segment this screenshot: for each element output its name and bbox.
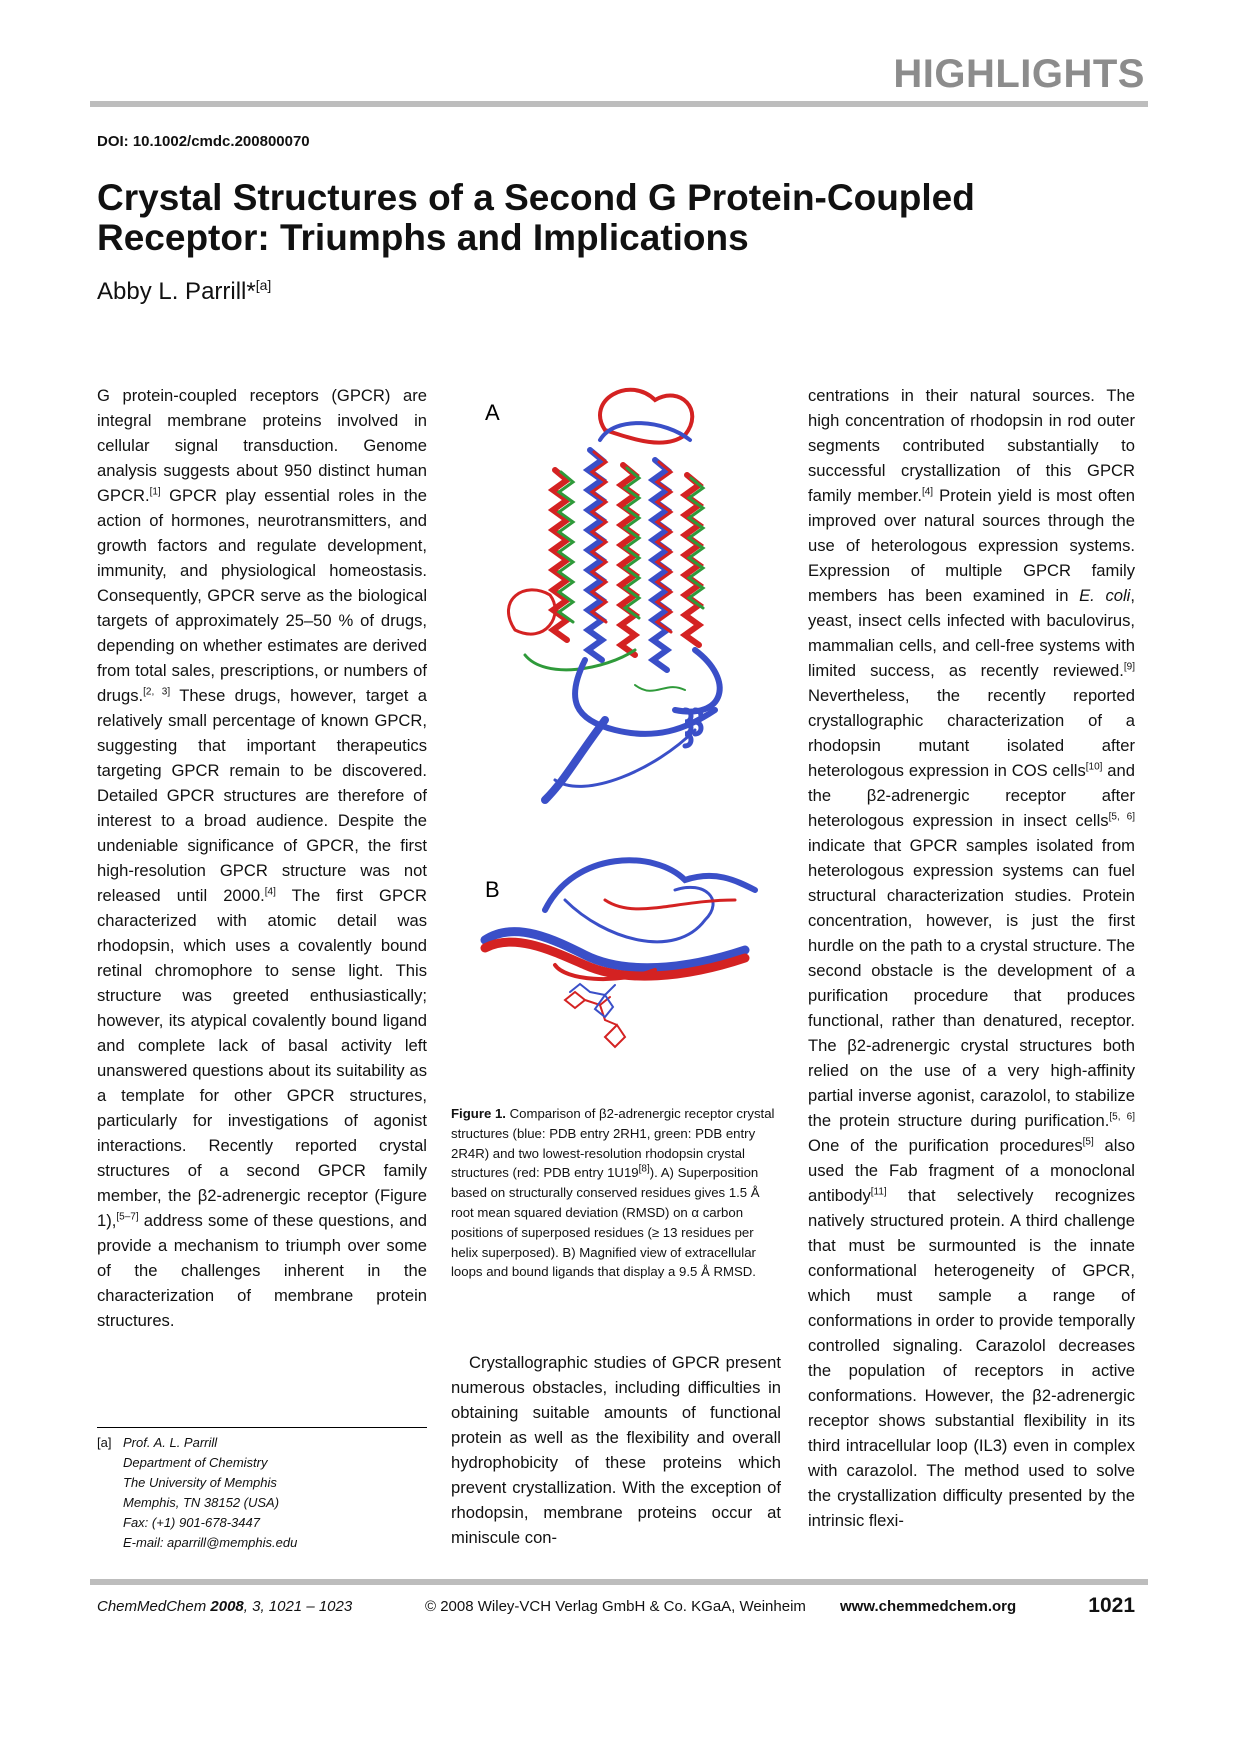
page-number: 1021 xyxy=(1088,1594,1135,1617)
text: centrations in their natural sources. The high concentration of rhodopsin in rod outer segments contributed substantially to successful crystallization of this GPCR family member. xyxy=(808,386,1135,505)
author xyxy=(97,278,271,306)
title-line-2: Receptor: Triumphs and Implications xyxy=(97,217,749,258)
citation[interactable]: [9] xyxy=(1123,661,1135,673)
citation[interactable]: [5, 6] xyxy=(1108,811,1135,823)
citation[interactable]: [5, 6] xyxy=(1109,1111,1135,1123)
journal-url[interactable]: www.chemmedchem.org xyxy=(840,1598,1017,1615)
panel-label-a: A xyxy=(485,400,500,425)
citation[interactable]: [5–7] xyxy=(116,1211,139,1223)
panel-a-helices xyxy=(508,390,719,800)
citation[interactable]: [4] xyxy=(921,486,934,498)
citation[interactable]: [2, 3] xyxy=(143,686,171,698)
journal-citation xyxy=(97,1598,352,1615)
text: , yeast, insect cells infected with baculovirus, mammalian cells, and cell-free systems with limited success, as recently reviewed. xyxy=(808,586,1135,680)
figure-1-caption xyxy=(451,1104,781,1282)
text: One of the purification procedures xyxy=(808,1136,1083,1155)
title-line-1: Crystal Structures of a Second G Protein-Coupled xyxy=(97,177,975,218)
footnote-line: Fax: (+1) 901-678-3447 xyxy=(123,1515,260,1530)
text: also used the Fab fragment of a monoclonal antibody xyxy=(808,1136,1135,1205)
text: ). A) Superposition based on structurally conserved residues gives 1.5 Å root mean squared deviation (RMSD) on α carbon positions of superposed residues (≥ 13 residues per helix superposed). B) Magnified view of extracellular loops and bound ligands that display a 9.5 Å RMSD. xyxy=(451,1165,760,1280)
footnote-tag: [a] xyxy=(97,1435,112,1450)
section-label: HIGHLIGHTS xyxy=(893,52,1145,96)
figure-label: Figure 1. xyxy=(451,1106,506,1121)
body-column-2 xyxy=(451,1350,781,1550)
footnote-rule xyxy=(97,1427,427,1428)
journal-name: ChemMedChem xyxy=(97,1598,207,1615)
citation[interactable]: [1] xyxy=(149,486,161,498)
text: Comparison of β2-adrenergic receptor crystal structures (blue: PDB entry 2RH1, green: PDB entry 2R4R) and two lowest-resolution rhodopsin crystal structures (red: PDB entry 1U19 xyxy=(451,1106,775,1181)
citation[interactable]: [8] xyxy=(638,1164,650,1175)
citation[interactable]: [11] xyxy=(870,1186,887,1198)
footnote-line: Memphis, TN 38152 (USA) xyxy=(123,1495,280,1510)
text: E. coli xyxy=(1079,586,1131,605)
text: These drugs, however, target a relatively small percentage of known GPCR, suggesting that important therapeutics targeting GPCR remain to be discovered. Detailed GPCR structures are therefore of interest to a broad audience. Despite the undeniable significance of GPCR, the first high-resolution GPCR structure was not released until 2000. xyxy=(97,686,427,905)
text: that selectively recognizes natively structured protein. A third challenge that must be surmounted is the innate conformational heterogeneity of GPCR, which must sample a range of conformations in order to provide temporally controlled signaling. Carazolol decreases the population of receptors in active conformations. However, the β2-adrenergic receptor shows substantial flexibility in its third intracellular loop (IL3) even in complex with carazolol. The method used to solve the crystallization difficulty presented by the intrinsic flexi- xyxy=(808,1186,1135,1530)
text: address some of these questions, and provide a mechanism to triumph over some of the challenges inherent in the characterization of membrane protein structures. xyxy=(97,1211,427,1330)
footnote-line: The University of Memphis xyxy=(123,1475,277,1490)
author-name: Abby L. Parrill* xyxy=(97,278,256,305)
figure-1 xyxy=(455,380,785,1110)
paragraph: Crystallographic studies of GPCR present numerous obstacles, including difficulties in obtaining suitable amounts of functional protein as well as the flexibility and overall hydrophobicity of these proteins which prevent crystallization. With the exception of rhodopsin, membrane proteins occur at miniscule con- xyxy=(451,1353,781,1547)
footer-rule xyxy=(90,1579,1148,1585)
body-column-3 xyxy=(808,383,1135,1533)
journal-volume-pages: , 3, 1021 – 1023 xyxy=(243,1598,353,1615)
copyright: © 2008 Wiley-VCH Verlag GmbH & Co. KGaA, Weinheim xyxy=(425,1598,806,1615)
author-affiliation-mark: [a] xyxy=(255,277,272,293)
protein-structure-image xyxy=(455,380,785,1110)
panel-label-b: B xyxy=(485,877,500,902)
text: Protein yield is most often improved over natural sources through the use of heterologous expression systems. Expression of multiple GPCR family members has been examined in xyxy=(808,486,1136,605)
doi[interactable]: DOI: 10.1002/cmdc.200800070 xyxy=(97,133,310,150)
article-title xyxy=(97,178,1097,258)
text: Nevertheless, the recently reported crystallographic characterization of a rhodopsin mutant isolated after heterologous expression in COS cells xyxy=(808,686,1135,780)
footnote-email[interactable]: E-mail: aparrill@memphis.edu xyxy=(123,1535,298,1550)
citation[interactable]: [10] xyxy=(1085,761,1103,773)
text: indicate that GPCR samples isolated from heterologous expression systems can fuel structural characterization studies. Protein concentration, however, is just the first hurdle on the path to a crystal structure. The second obstacle is the development of a purification procedure that produces functional, rather than denatured, receptor. The β2-adrenergic crystal structures both relied on the use of a very high-affinity partial inverse agonist, carazolol, to stabilize the protein structure during purification. xyxy=(808,836,1135,1130)
panel-b-loops xyxy=(485,860,755,1047)
affiliation-footnote xyxy=(97,1433,427,1553)
text: The first GPCR characterized with atomic detail was rhodopsin, which uses a covalently bound retinal chromophore to sense light. This structure was greeted enthusiastically; however, its atypical covalently bound ligand and complete lack of basal activity left unanswered questions about its suitability as a template for other GPCR structures, particularly for investigations of agonist interactions. Recently reported crystal structures of a second GPCR family member, the β2-adrenergic receptor (Figure 1), xyxy=(97,886,427,1230)
text: G protein-coupled receptors (GPCR) are integral membrane proteins involved in cellular signal transduction. Genome analysis suggests about 950 distinct human GPCR. xyxy=(97,386,427,505)
citation[interactable]: [4] xyxy=(264,886,276,898)
text: and the β2-adrenergic receptor after heterologous expression in insect cells xyxy=(808,761,1135,830)
text: GPCR play essential roles in the action of hormones, neurotransmitters, and growth factors and regulate development, immunity, and physiological homeostasis. Consequently, GPCR serve as the biological targets of approximately 25–50 % of drugs, depending on whether estimates are derived from total sales, prescriptions, or numbers of drugs. xyxy=(97,486,427,705)
header-rule xyxy=(90,101,1148,107)
body-column-1 xyxy=(97,383,427,1333)
citation[interactable]: [5] xyxy=(1082,1136,1094,1148)
journal-year: 2008 xyxy=(210,1598,244,1615)
footnote-line: Department of Chemistry xyxy=(123,1455,268,1470)
footnote-line: Prof. A. L. Parrill xyxy=(123,1435,218,1450)
